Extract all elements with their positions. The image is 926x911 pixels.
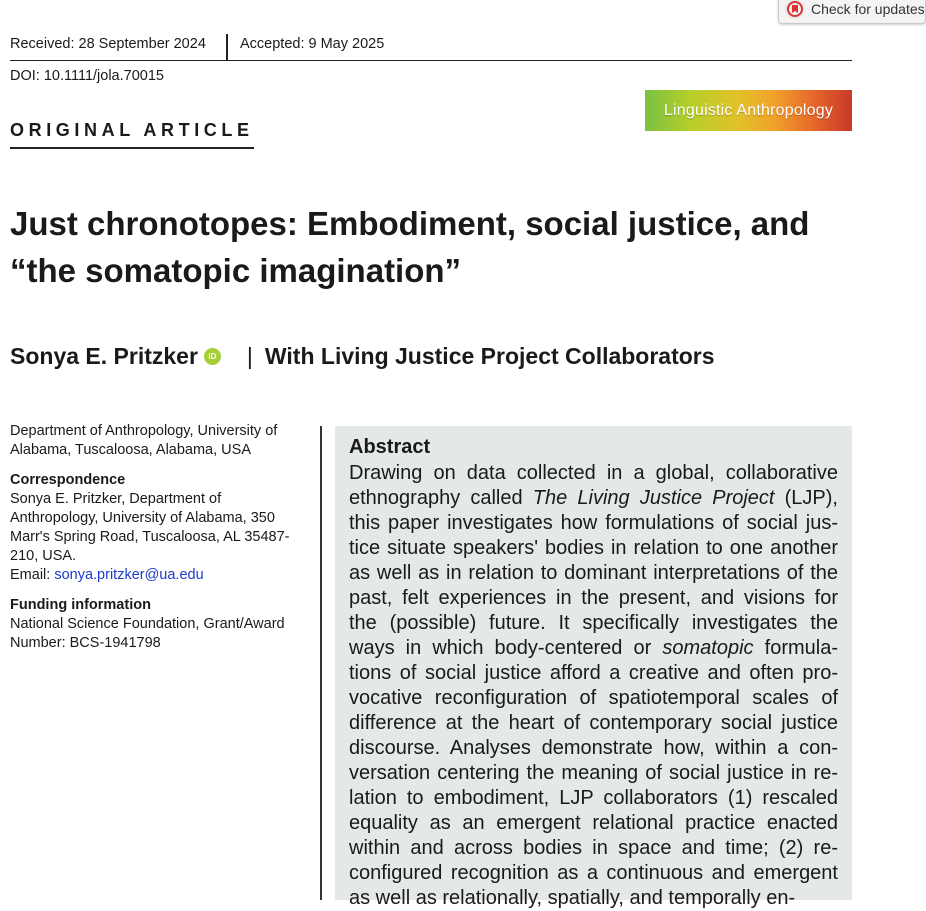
email-label: Email: [10, 567, 55, 583]
correspondence-email-line [10, 566, 310, 585]
journal-name: Linguistic Anthropology [663, 101, 834, 119]
journal-logo [645, 90, 852, 131]
abstract-part-2: (LJP), this paper investigates how formulations of social justice situate speakers' bodies in relation to one another as well as in relation to dominant interpretations of the past, felt experiences in the present, and visions for the (possible) future. It specifically investigates the ways in which body-centered or [349, 487, 838, 659]
accepted-date: Accepted: 9 May 2025 [240, 36, 385, 52]
correspondence-heading: Correspondence [10, 472, 126, 488]
doi: DOI: 10.1111/jola.70015 [10, 68, 164, 84]
somatopic-term: somatopic [662, 637, 754, 659]
column-divider [320, 426, 322, 900]
project-name: The Living Justice Project [532, 487, 775, 509]
correspondence-text: Sonya E. Pritzker, Department of Anthropology, University of Alabama, 350 Marr's Spring Road, Tuscaloosa, AL 35487-210, USA. [10, 491, 290, 564]
article-type: ORIGINAL ARTICLE [10, 120, 254, 149]
article-title: Just chronotopes: Embodiment, social justice, and “the somatopic imagination” [10, 205, 810, 289]
check-for-updates-button[interactable] [778, 0, 926, 24]
email-link[interactable]: sonya.pritzker@ua.edu [54, 567, 204, 583]
received-date: Received: 28 September 2024 [10, 36, 206, 52]
publication-dates [10, 34, 852, 61]
affiliation: Department of Anthropology, University of Alabama, Tuscaloosa, Alabama, USA [10, 423, 278, 458]
check-updates-label: Check for updates [811, 1, 925, 17]
funding-heading: Funding information [10, 597, 151, 613]
check-updates-icon [785, 0, 805, 19]
abstract-text [349, 461, 838, 911]
author-line [10, 343, 715, 370]
article-info-sidebar [10, 422, 310, 664]
meta-divider [226, 34, 228, 60]
author-name[interactable]: Sonya E. Pritzker [10, 343, 198, 369]
funding-text: National Science Foundation, Grant/Award Number: BCS-1941798 [10, 616, 285, 651]
orcid-icon[interactable]: iD [204, 348, 221, 365]
abstract-heading: Abstract [349, 436, 431, 458]
abstract-part-3: formulations of social justice afford a creative and often provocative reconfiguration of spatiotemporal scales of difference at the heart of contemporary social justice discourse. Analyses demonstrate how, within a conversation centering the meaning of social justice in relation to embodiment, LJP collaborators (1) rescaled equality as an emergent relational practice enacted within and across bodies in space and time; (2) reconfigured recognition as a continuous and emergent as well as relationally, spatially, and temporally en- [349, 637, 839, 909]
collaborators-name: With Living Justice Project Collaborators [264, 343, 715, 369]
abstract-box [335, 426, 852, 909]
abstract-part-1: Drawing on data collected in a global, collaborative ethnography called [349, 462, 838, 509]
author-separator: | [246, 343, 253, 369]
correspondence-block [10, 471, 310, 585]
funding-block [10, 596, 310, 653]
